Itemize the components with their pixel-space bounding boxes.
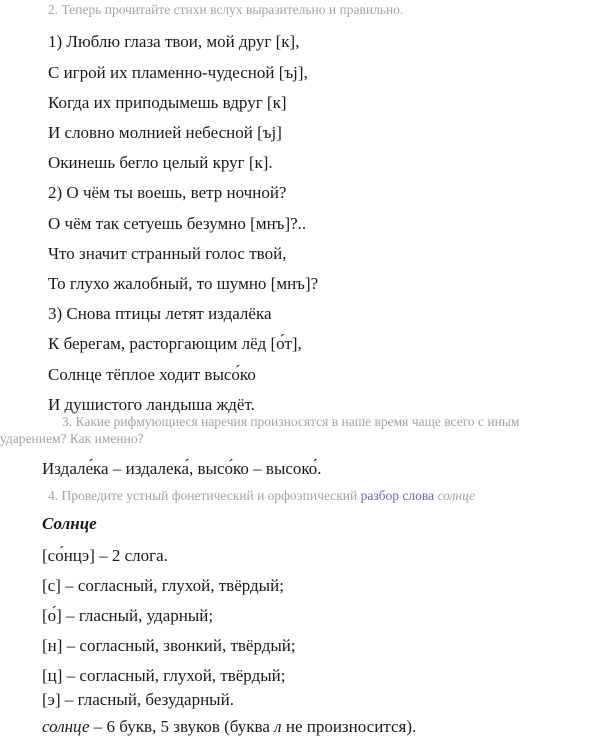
task-3-instruction xyxy=(0,413,600,447)
task-3-line-1: 3. Какие рифмующиеся наречия произносятся в наше время чаще всего с иным xyxy=(62,414,520,429)
poem-line: С игрой их пламенно-чудесной [ъj], xyxy=(48,63,308,82)
poem-line: И душистого ландыша ждёт. xyxy=(48,395,255,414)
poem-line: О чём так сетуешь безумно [мнъ]?.. xyxy=(48,214,307,233)
analysis-line: [э] – гласный, безударный. xyxy=(42,690,234,709)
analysis-line: [со́нцэ] – 2 слога. xyxy=(42,546,168,565)
poem-line: 2) О чём ты воешь, ветр ночной? xyxy=(48,183,287,202)
analysis-title: Солнце xyxy=(42,514,97,533)
task-2-instruction: 2. Теперь прочитайте стихи вслух выразительно и правильно. xyxy=(48,2,404,17)
poem-line: 1) Люблю глаза твои, мой друг [к], xyxy=(48,32,300,51)
poem-line: Солнце тёплое ходит высо́ко xyxy=(48,365,256,384)
poem-line: 3) Снова птицы летят издалёка xyxy=(48,304,272,323)
task-4-word: солнце xyxy=(437,488,476,503)
poem-line: Когда их приподымешь вдруг [к] xyxy=(48,93,287,112)
task-4-prefix: 4. Проведите устный фонетический и орфоэпический xyxy=(48,488,358,503)
poem-line: И словно молнией небесной [ъj] xyxy=(48,123,282,142)
analysis-line: [н] – согласный, звонкий, твёрдый; xyxy=(42,636,296,655)
analysis-line: [с] – согласный, глухой, твёрдый; xyxy=(42,576,284,595)
poem-line: Окинешь бегло целый круг [к]. xyxy=(48,153,273,172)
task-3-line-2: ударением? Как именно? xyxy=(0,431,144,446)
analysis-summary xyxy=(42,717,416,737)
analysis-line: [о́] – гласный, ударный; xyxy=(42,606,214,625)
summary-word: солнце xyxy=(42,717,90,736)
poem-line: То глухо жалобный, то шумно [мнъ]? xyxy=(48,274,319,293)
summary-text-a: – 6 букв, 5 звуков (буква xyxy=(89,717,275,736)
answer-3: Издале́ка – издалека́, высо́ко – высоко́. xyxy=(42,459,322,478)
summary-letter: л xyxy=(274,717,282,736)
poem-line: Что значит странный голос твой, xyxy=(48,244,287,263)
task-4-highlight: разбор слова xyxy=(360,488,435,503)
summary-text-b: не произносится). xyxy=(281,717,417,736)
poem-line: К берегам, расторгающим лёд [о́т], xyxy=(48,334,302,353)
task-4-instruction xyxy=(48,488,475,504)
analysis-line: [ц] – согласный, глухой, твёрдый; xyxy=(42,666,286,685)
